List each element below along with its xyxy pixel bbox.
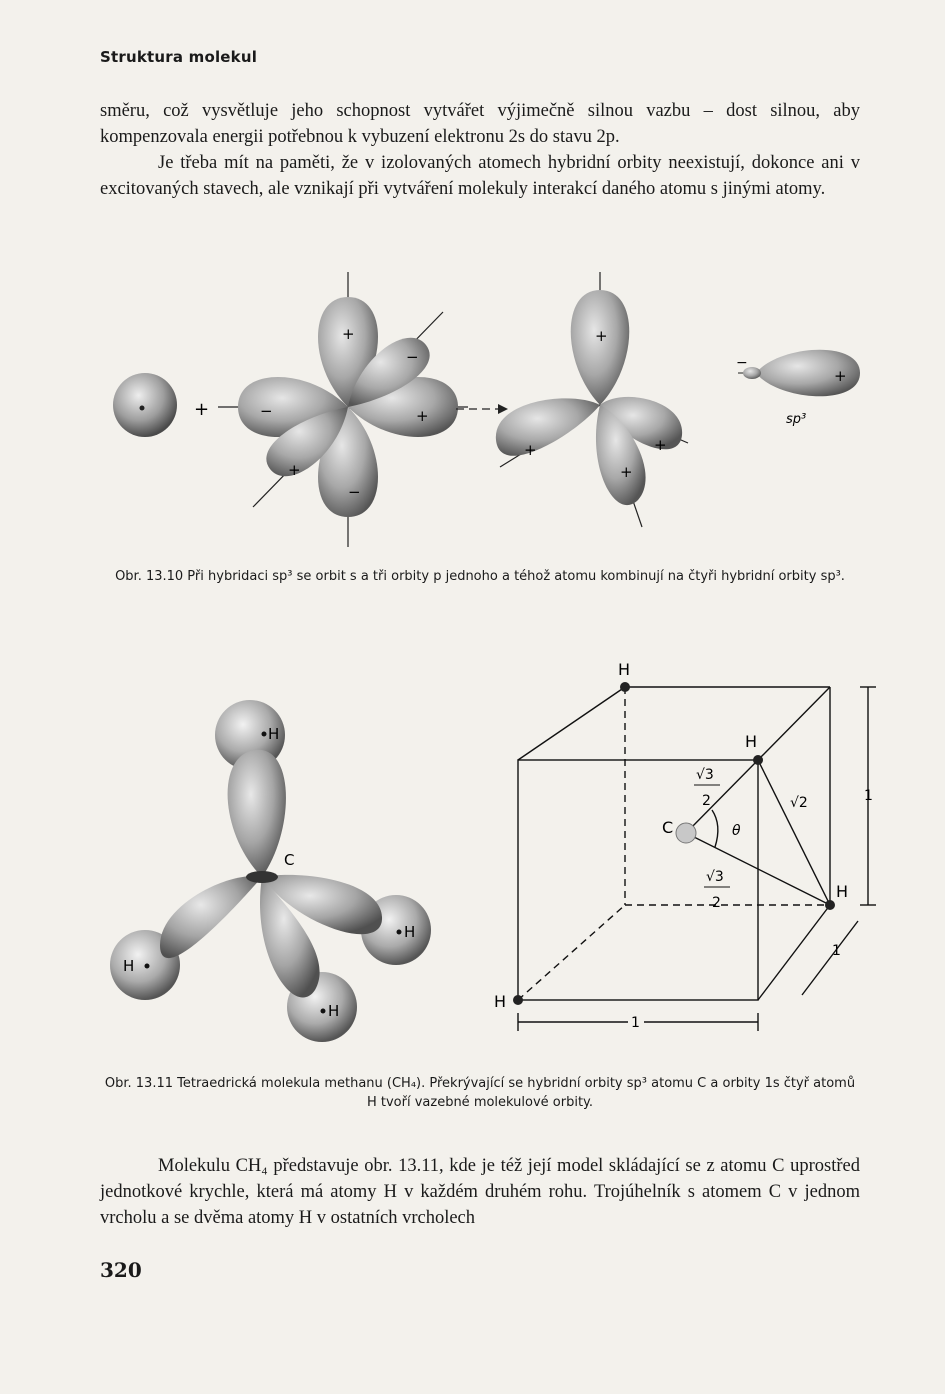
plus-sign: + xyxy=(524,441,537,459)
atom-label-H: H xyxy=(328,1002,340,1020)
plus-sign: + xyxy=(834,367,847,385)
denominator-2: 2 xyxy=(712,895,721,911)
minus-sign: − xyxy=(260,402,273,420)
dimension-1: 1 xyxy=(864,788,873,804)
sp3-label: sp³ xyxy=(786,412,807,427)
plus-sign: + xyxy=(342,325,355,343)
plus-sign: + xyxy=(288,461,301,479)
cube-label-H: H xyxy=(836,882,849,901)
body-text-bottom xyxy=(100,1153,860,1231)
sqrt3-label: √3 xyxy=(696,767,714,783)
plus-sign: + xyxy=(595,327,608,345)
figure-13-10-caption: Obr. 13.10 Při hybridaci sp³ se orbit s a tři orbity p jednoho a téhož atomu kombinují na čtyři hybridní orbity sp³. xyxy=(115,569,845,584)
figure-13-10-hybridization xyxy=(90,265,890,555)
paragraph: Je třeba mít na paměti, že v izolovaných atomech hybridní orbity neexistují, dokonce ani v excitovaných stavech, ale vznikají při vytváření molekuly interakcí daného atomu s jinými atomy. xyxy=(100,153,860,199)
unit-cube-model xyxy=(518,687,876,1031)
cube-label-H: H xyxy=(618,660,631,679)
denominator-2: 2 xyxy=(702,793,711,809)
minus-sign: − xyxy=(736,355,748,371)
sp3-hybrid-orbitals xyxy=(496,272,688,527)
cube-label-C: C xyxy=(662,818,674,837)
dimension-1: 1 xyxy=(832,943,841,959)
paragraph: směru, což vysvětluje jeho schopnost vytvářet výjimečně silnou vazbu – dost silnou, aby kompenzovala energii potřebnou k vybuzení elektronu 2s do stavu 2p. xyxy=(100,101,860,147)
minus-sign: − xyxy=(348,483,361,501)
s-orbital xyxy=(113,373,177,437)
figure-13-11-caption: Obr. 13.11 Tetraedrická molekula methanu (CH₄). Překrývající se hybridní orbity sp³ atomu C a orbity 1s čtyř atomů H tvoří vazebné molekulové orbity. xyxy=(104,1076,856,1110)
angle-theta: θ xyxy=(732,823,741,839)
atom-label-H: H xyxy=(404,923,416,941)
page-number: 320 xyxy=(100,1258,142,1282)
figure-13-11-methane xyxy=(90,655,890,1065)
single-sp3-orbital xyxy=(736,350,860,427)
plus-sign: + xyxy=(194,399,210,420)
methane-orbital-model xyxy=(110,700,431,1042)
cube-label-H: H xyxy=(745,732,758,751)
plus-sign: + xyxy=(416,407,429,425)
atom-label-H: H xyxy=(268,725,280,743)
minus-sign: − xyxy=(406,348,419,366)
atom-label-H: H xyxy=(123,957,135,975)
body-text-top xyxy=(100,98,860,202)
p-orbitals xyxy=(218,272,468,547)
plus-sign: + xyxy=(620,463,633,481)
sqrt2-label: √2 xyxy=(790,795,808,811)
atom-label-C: C xyxy=(284,851,295,869)
dimension-1: 1 xyxy=(631,1015,640,1031)
plus-sign: + xyxy=(654,436,667,454)
sqrt3-label: √3 xyxy=(706,869,724,885)
running-header: Struktura molekul xyxy=(100,48,258,66)
cube-label-H: H xyxy=(494,992,507,1011)
paragraph: Molekulu CH₄ představuje obr. 13.11, kde je též její model skládající se z atomu C uprostřed jednotkové krychle, která má atomy H v každém druhém rohu. Trojúhelník s atomem C v jednom vrcholu a se dvěma atomy H v ostatních vrcholech xyxy=(100,1156,860,1228)
